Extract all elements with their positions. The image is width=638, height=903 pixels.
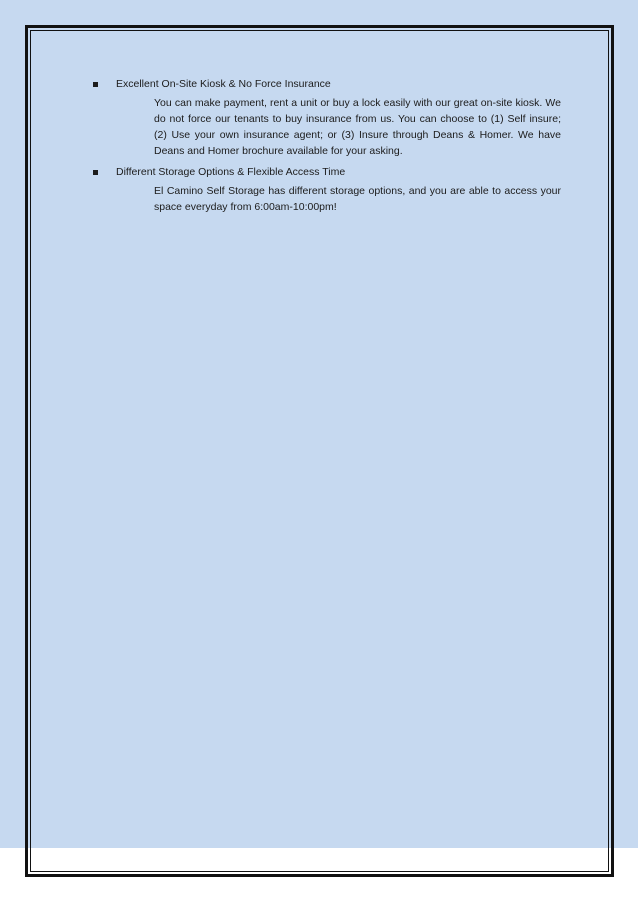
bullet-heading: Excellent On-Site Kiosk & No Force Insurance [116, 78, 331, 90]
bullet-heading: Different Storage Options & Flexible Access Time [116, 166, 346, 178]
bullet-body-text: You can make payment, rent a unit or buy a lock easily with our great on-site kiosk. We do not force our tenants to buy insurance from us. You can choose to (1) Self insure; (2) Use your own insurance agent; or (3) Insure through Deans & Homer. We have Deans and Homer brochure available for your asking. [154, 97, 561, 157]
bullet-body-text: El Camino Self Storage has different storage options, and you are able to access your space everyday from 6:00am-10:00pm! [154, 185, 561, 213]
square-bullet-icon [93, 170, 98, 175]
square-bullet-icon [93, 82, 98, 87]
